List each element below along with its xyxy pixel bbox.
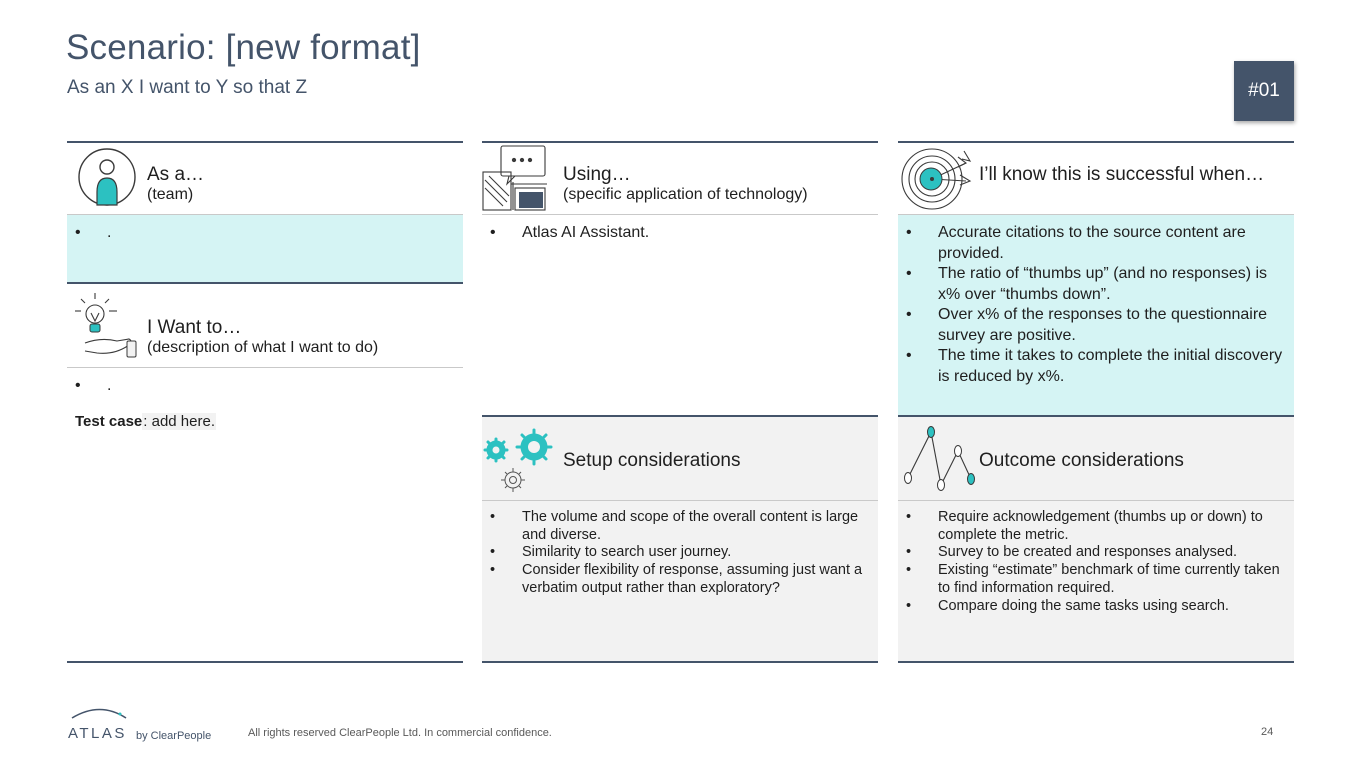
as-a-subtitle: (team) xyxy=(147,186,194,203)
divider xyxy=(898,500,1294,501)
setup-bullets xyxy=(482,509,874,598)
list-item: • Compare doing the same tasks using search. xyxy=(898,598,1290,616)
list-item: • Require acknowledgement (thumbs up or down) to complete the metric. xyxy=(898,509,1290,544)
using-bullets xyxy=(482,223,872,244)
atlas-logo xyxy=(68,705,218,745)
divider xyxy=(67,214,463,215)
person-icon xyxy=(77,148,137,208)
list-item: • The ratio of “thumbs up” (and no responses) is x% over “thumbs down”. xyxy=(898,264,1290,305)
divider xyxy=(898,141,1294,143)
outcome-title: Outcome considerations xyxy=(979,450,1184,471)
divider xyxy=(482,661,878,663)
divider xyxy=(67,661,463,663)
setup-title: Setup considerations xyxy=(563,450,741,471)
list-item: • Atlas AI Assistant. xyxy=(482,223,872,244)
i-want-to-bullets xyxy=(67,376,457,397)
target-icon xyxy=(900,145,974,213)
as-a-bullets xyxy=(67,223,457,244)
page-number: 24 xyxy=(1261,726,1274,738)
list-item: • The time it takes to complete the initial discovery is reduced by x%. xyxy=(898,346,1290,387)
list-item: • . xyxy=(67,223,457,244)
list-item: • Similarity to search user journey. xyxy=(482,544,874,562)
gears-icon xyxy=(482,427,556,495)
divider xyxy=(482,214,878,215)
using-subtitle: (specific application of technology) xyxy=(563,186,808,203)
footer-rights: All rights reserved ClearPeople Ltd. In commercial confidence. xyxy=(248,727,552,739)
list-item: • Survey to be created and responses analysed. xyxy=(898,544,1290,562)
list-item: • Over x% of the responses to the questionnaire survey are positive. xyxy=(898,305,1290,346)
divider xyxy=(67,141,463,143)
i-want-to-subtitle: (description of what I want to do) xyxy=(147,339,379,356)
list-item: • The volume and scope of the overall content is large and diverse. xyxy=(482,509,874,544)
test-case-value: : add here. xyxy=(143,413,215,430)
divider xyxy=(898,415,1294,417)
i-want-to-title: I Want to… xyxy=(147,317,242,338)
outcome-bullets xyxy=(898,509,1290,615)
divider xyxy=(482,500,878,501)
divider xyxy=(482,141,878,143)
scenario-badge: #01 xyxy=(1234,61,1294,121)
test-case-label: Test case xyxy=(75,413,143,430)
list-item: • Existing “estimate” benchmark of time currently taken to find information required. xyxy=(898,562,1290,597)
as-a-title: As a… xyxy=(147,164,205,185)
list-item: • . xyxy=(67,376,457,397)
divider xyxy=(67,282,463,284)
test-case xyxy=(75,413,216,430)
success-bullets xyxy=(898,223,1290,387)
list-item: • Accurate citations to the source content are provided. xyxy=(898,223,1290,264)
divider xyxy=(898,214,1294,215)
using-title: Using… xyxy=(563,164,631,185)
success-title: I’ll know this is successful when… xyxy=(979,164,1265,185)
page-subtitle: As an X I want to Y so that Z xyxy=(67,77,308,98)
line-graph-icon xyxy=(900,423,980,493)
logo-by-text: by ClearPeople xyxy=(136,730,212,742)
logo-text: ATLAS xyxy=(68,725,127,742)
divider xyxy=(898,661,1294,663)
chat-devices-icon xyxy=(481,144,549,212)
lightbulb-hand-icon xyxy=(71,291,141,361)
divider xyxy=(67,367,463,368)
divider xyxy=(482,415,878,417)
list-item: • Consider flexibility of response, assuming just want a verbatim output rather than exploratory? xyxy=(482,562,874,597)
page-title: Scenario: [new format] xyxy=(66,28,421,67)
